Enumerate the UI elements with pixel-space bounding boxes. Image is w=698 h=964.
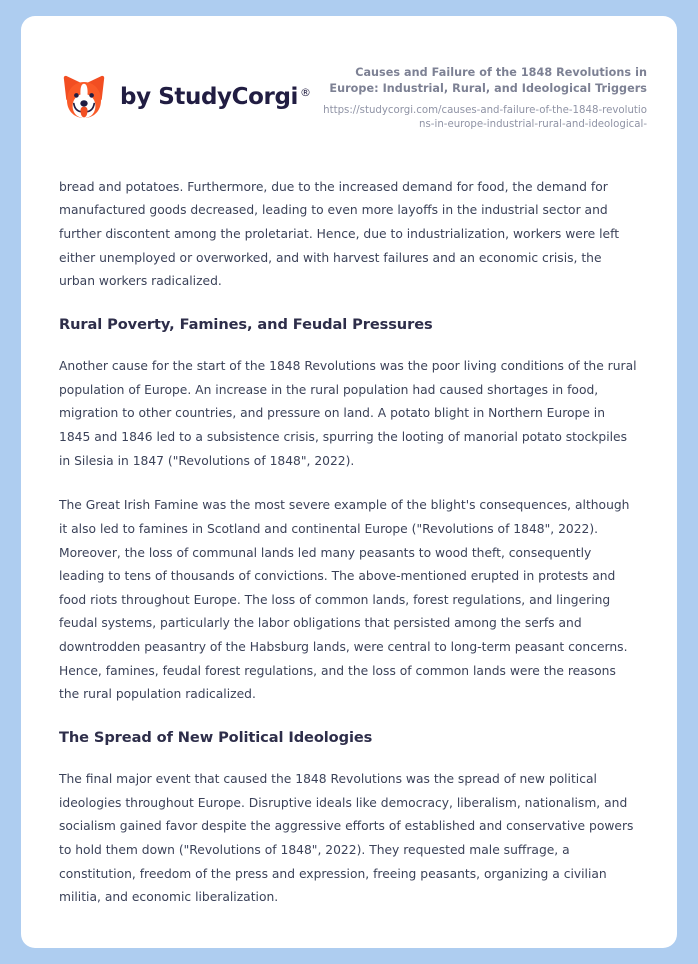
document-body bbox=[21, 176, 677, 910]
corgi-logo-icon bbox=[59, 72, 109, 122]
brand-wordmark bbox=[120, 83, 311, 110]
document-sheet bbox=[21, 16, 677, 948]
source-url: https://studycorgi.com/causes-and-failure-of-the-1848-revolutions-in-europe-industrial-rural-and-ideological- bbox=[323, 104, 647, 131]
page-title: Causes and Failure of the 1848 Revolutions in Europe: Industrial, Rural, and Ideological Triggers bbox=[329, 66, 647, 95]
paragraph-rural-causes: Another cause for the start of the 1848 Revolutions was the poor living conditions of the rural population of Europe. An increase in the rural population had caused shortages in food, migration to other countries, and pressure on land. A potato blight in Northern Europe in 1845 and 1846 led to a subsistence crisis, spurring the looting of manorial potato stockpiles in Silesia in 1847 ("Revolutions of 1848", 2022). bbox=[59, 359, 637, 468]
paragraph-intro: bread and potatoes. Furthermore, due to the increased demand for food, the demand for manufactured goods decreased, leading to even more layoffs in the industrial sector and further discontent among the proletariat. Hence, due to industrialization, workers were left either unemployed or overworked, and with harvest failures and an economic crisis, the urban workers radicalized. bbox=[59, 179, 620, 289]
registered-trademark-symbol: ® bbox=[300, 85, 311, 99]
header-meta bbox=[317, 63, 647, 133]
paragraph-ideologies: The final major event that caused the 1848 Revolutions was the spread of new political ideologies throughout Europe. Disruptive ideals like democracy, liberalism, nationalism, and socialism gained favor despite the aggressive efforts of established and conservative powers to hold them down ("Revolutions of 1848", 2022). They requested male suffrage, a constitution, freedom of the press and expression, freeing peasants, organizing a civilian militia, and economic liberalization. bbox=[59, 772, 634, 905]
section-heading-political-ideologies: The Spread of New Political Ideologies bbox=[59, 728, 373, 746]
paragraph-irish-famine: The Great Irish Famine was the most severe example of the blight's consequences, although it also led to famines in Scotland and continental Europe ("Revolutions of 1848", 2022). Moreover, the loss of communal lands led many peasants to wood theft, consequently leading to tens of thousands of convictions. The above-mentioned erupted in protests and food riots throughout Europe. The loss of common lands, forest regulations, and lingering feudal systems, particularly the labor obligations that persisted among the serfs and downtrodden peasantry of the Habsburg lands, were central to long-term peasant concerns. Hence, famines, feudal forest regulations, and the loss of common lands were the reasons the rural population radicalized. bbox=[59, 498, 630, 702]
section-heading-rural-poverty: Rural Poverty, Famines, and Feudal Pressures bbox=[59, 315, 433, 333]
brand-logo bbox=[59, 63, 311, 122]
document-header bbox=[21, 16, 677, 133]
brand-wordmark-text: by StudyCorgi bbox=[120, 83, 299, 110]
